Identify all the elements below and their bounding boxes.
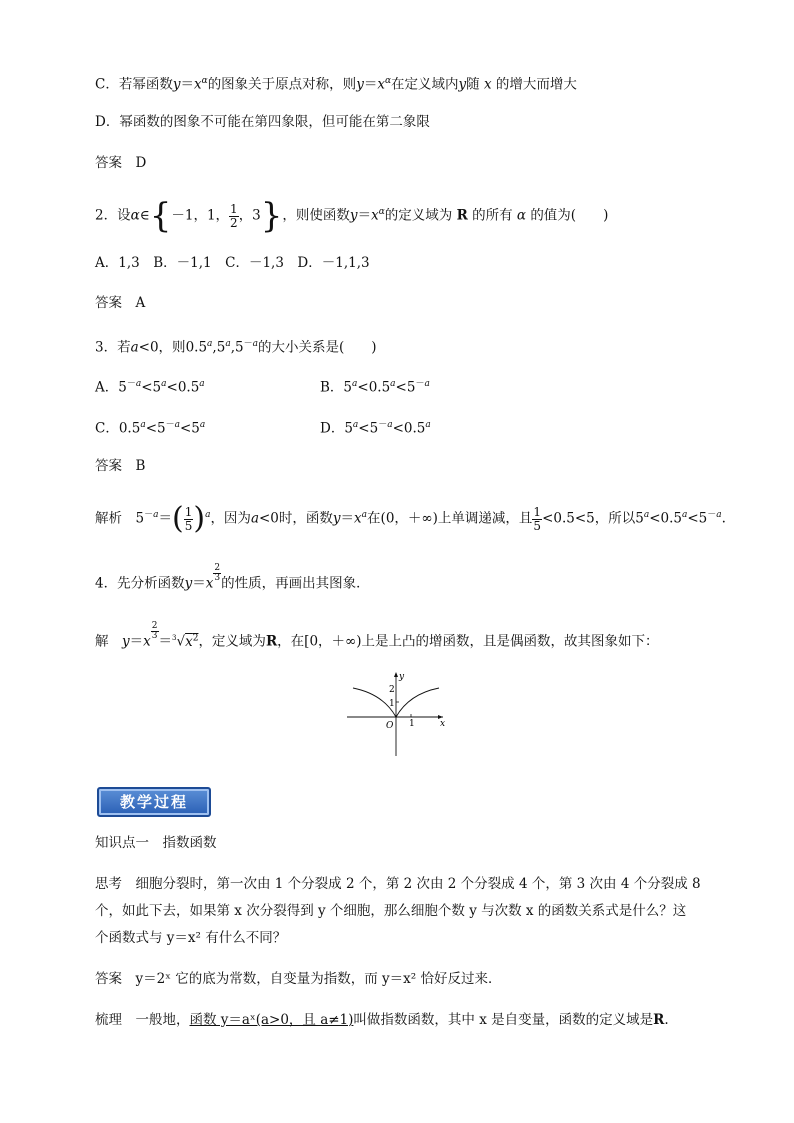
- q2-answer: 答案 A: [95, 295, 146, 311]
- text: D．: [320, 420, 345, 437]
- knowledge-summary: [95, 1010, 669, 1030]
- text: 的图象关于原点对称，则: [207, 76, 357, 93]
- text: 叫做指数函数，其中 x 是自变量，函数的定义域是: [353, 1012, 654, 1028]
- text: R: [653, 1012, 665, 1028]
- text: R: [456, 207, 468, 224]
- x-label: x: [440, 719, 446, 729]
- text: 解: [95, 633, 122, 650]
- text: A．: [95, 379, 119, 396]
- y-tick-2: 2: [389, 685, 395, 695]
- text: 的增大而增大: [495, 76, 577, 93]
- text: 的大小关系是( ): [257, 339, 377, 356]
- q4-stem: 4．先分析函数y＝x $^{\frac{2}{3}}$ 的性质，再画出其图象．: [95, 563, 370, 592]
- frac-den: 2: [230, 215, 238, 230]
- fraction: [229, 203, 239, 230]
- x-tick-1: 1: [409, 719, 415, 729]
- text: 解析: [95, 510, 136, 527]
- q3-option-b: B．$5^a<0.5^a<5^{-a}$: [320, 379, 430, 396]
- text: ，定义域为: [198, 633, 266, 650]
- q3-option-a: A．$5^{-a}<5^a<0.5^a$: [95, 379, 205, 396]
- section-banner: 教学过程: [97, 787, 211, 817]
- text: <0，则: [138, 339, 186, 356]
- q1-option-c: C．若幂函数$y=x^\alpha$的图象关于原点对称，则$y=x^\alpha$在定义域内y随 x 的增大而增大: [95, 76, 577, 93]
- frac-den: 5: [533, 518, 542, 533]
- text: 随: [466, 76, 480, 93]
- y-axis-arrow: [394, 672, 398, 677]
- q1-answer: 答案 D: [95, 155, 147, 171]
- text: 4．先分析函数: [95, 575, 185, 592]
- think-line-3: 个函数式与 y＝x² 有什么不同？: [95, 930, 287, 946]
- text: .: [664, 1012, 669, 1028]
- text: ，在[0，＋∞)上是上凸的增函数，且是偶函数，故其图象如下：: [277, 633, 659, 650]
- text: 的性质，再画出其图象．: [221, 575, 370, 592]
- text: 的所有: [472, 207, 513, 224]
- q1-option-d: D．幂函数的图象不可能在第四象限，但可能在第二象限: [95, 114, 430, 130]
- q3-option-d: D．$5^a<5^{-a}<0.5^a$: [320, 420, 431, 437]
- frac-num: 1: [533, 504, 542, 519]
- text: ，3: [238, 207, 261, 224]
- text: 2．设: [95, 207, 131, 224]
- q3-analysis: 解析 $5^{-a}=$( $\frac{1}{5}$ )$^a$，因为a<0时，函数$y=x^a$在(0，＋∞)上单调递减，且 $\frac{1}{5}$ <0.5<5，所以$5^a<0.5^a<5^{-a}$.: [95, 501, 726, 536]
- text: 梳理 一般地，: [95, 1012, 190, 1028]
- text: C．若幂函数: [95, 76, 173, 93]
- power-function-graph: [343, 668, 448, 758]
- q2-options: A．1,3 B．－1,1 C．－1,3 D．－1,1,3: [95, 255, 370, 271]
- q3-option-c: C．$0.5^a<5^{-a}<5^a$: [95, 420, 206, 437]
- q2-stem: 2．设α∈{－1，1， $\frac{1}{2}$ ，3}，则使函数$y=x^\alpha$的定义域为 R 的所有 α 的值为( ): [95, 196, 609, 236]
- frac-num: 1: [184, 504, 193, 519]
- text: B．: [320, 379, 344, 396]
- origin-label: O: [386, 721, 394, 731]
- think-line-1: 思考 细胞分裂时，第一次由 1 个分裂成 2 个，第 2 次由 2 个分裂成 4 个，第 3 次由 4 个分裂成 8: [95, 876, 701, 892]
- text: ，则使函数: [282, 207, 350, 224]
- text: ，因为: [210, 510, 251, 527]
- text: 的定义域为: [384, 207, 453, 224]
- think-line-2: 个，如此下去，如果第 x 次分裂得到 y 个细胞，那么细胞个数 y 与次数 x 的函数关系式是什么？这: [95, 903, 687, 919]
- knowledge-title: 知识点一 指数函数: [95, 835, 217, 851]
- q4-solution: 解 y＝x $^{\frac{2}{3}}$ $=^3√x^2$，定义域为R，在[0，＋∞)上是上凸的增函数，且是偶函数，故其图象如下：: [95, 621, 659, 650]
- fraction: [184, 506, 194, 533]
- text: 的值为( ): [530, 207, 609, 224]
- text: 在定义域内: [391, 76, 459, 93]
- text: <0时，函数: [259, 510, 333, 527]
- q3-stem: 3．若a<0，则$0.5^a,5^a,5^{-a}$的大小关系是( ): [95, 339, 377, 356]
- text: 3．若: [95, 339, 131, 356]
- frac-den: 5: [184, 518, 193, 533]
- text: R: [265, 633, 278, 650]
- y-label: y: [399, 672, 405, 682]
- knowledge-answer: 答案 y＝2ˣ 它的底为常数，自变量为指数，而 y＝x² 恰好反过来．: [95, 971, 502, 987]
- y-tick-1: 1: [389, 699, 395, 709]
- text: <0.5<5，所以: [542, 510, 636, 527]
- text: C．: [95, 420, 119, 437]
- q3-answer: 答案 B: [95, 458, 146, 474]
- text: 在(0，＋∞)上单调递减，且: [367, 510, 533, 527]
- fraction: [532, 506, 542, 533]
- text: －1，1，: [171, 207, 230, 224]
- underlined-definition: 函数 y＝aˣ(a>0，且 a≠1): [189, 1012, 354, 1028]
- frac-num: 1: [230, 201, 238, 216]
